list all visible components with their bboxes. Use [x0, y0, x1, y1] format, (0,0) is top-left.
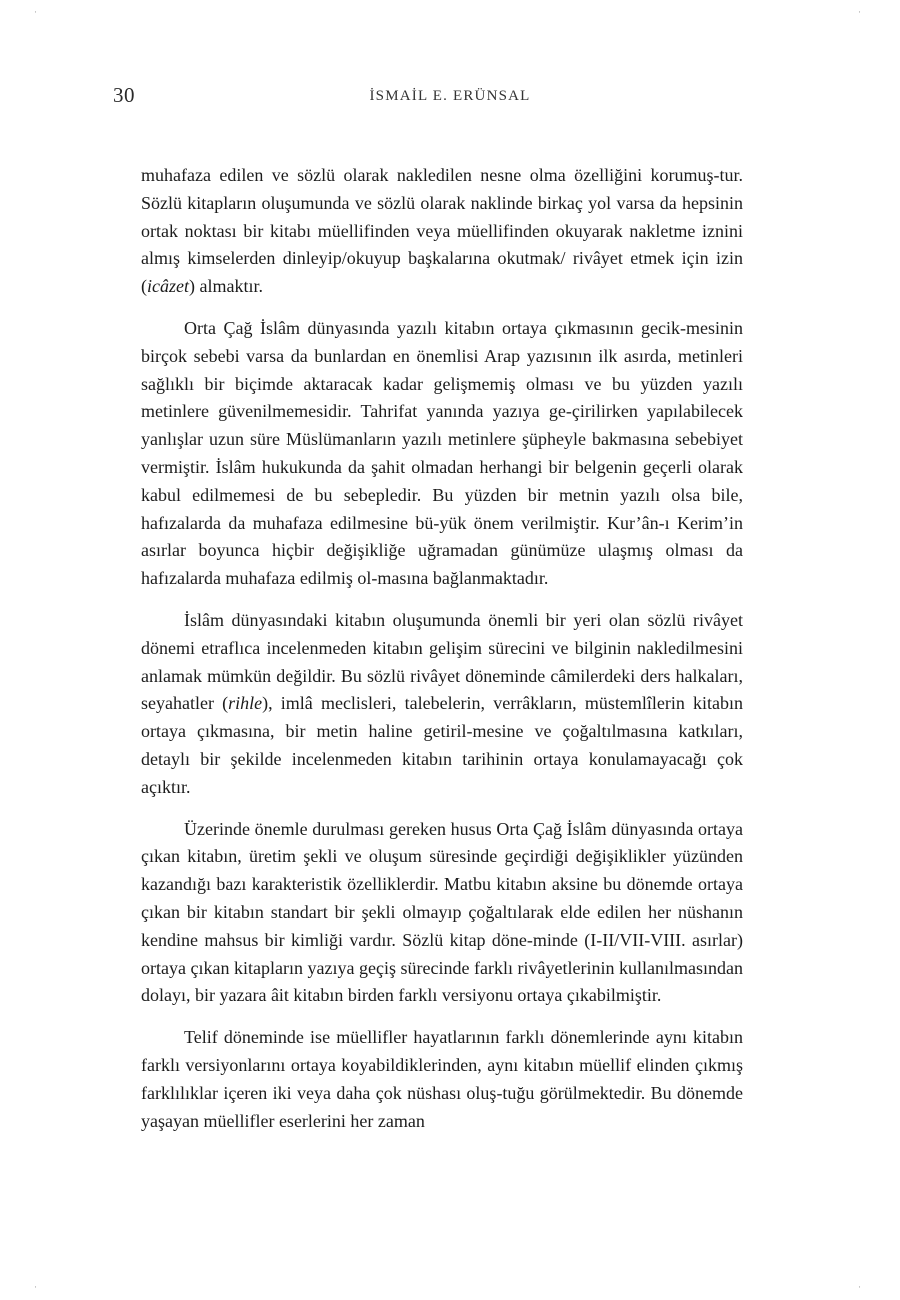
text-segment: Orta Çağ İslâm dünyasında yazılı kitabın ortaya çıkmasının gecik-mesinin birçok sebebi varsa da bunlardan en önemlisi Arap yazısının ilk asırda, metinleri sağlıklı bir biçimde aktaracak kadar gelişmemiş olması ve bu yüzden yazılı metinlere güvenilmemesidir. Tahrifat yanında yazıya ge-çirilirken yapılabilecek yanlışlar uzun süre Müslümanların yazılı metinlere şüpheyle bakmasına sebebiyet vermiştir. İslâm hukukunda da şahit olmadan herhangi bir belgenin geçerli olarak kabul edilmemesi de bu sebepledir. Bu yüzden bir metnin yazılı olsa bile, hafızalarda da muhafaza edilmesine bü-yük önem verilmiştir. Kur’ân-ı Kerim’in asırlar boyunca hiçbir değişikliğe uğramadan günümüze ulaşmış olması da hafızalarda muhafaza edilmiş ol-masına bağlanmaktadır.: [141, 317, 743, 589]
crop-mark-top-right: ·: [858, 7, 861, 17]
paragraph-3: [141, 607, 743, 802]
paragraph-4: [141, 816, 743, 1011]
text-segment: muhafaza edilen ve sözlü olarak nakledilen nesne olma özelliğini korumuş-tur. Sözlü kitapların oluşumunda ve sözlü olarak naklinde birkaç yol varsa da hepsinin ortak noktası bir kitabı müellifinden veya müellifinden okuyarak nakletme iznini almış kimselerden dinleyip/okuyup başkalarına okutmak/ rivâyet etmek için izin (: [141, 165, 743, 297]
text-segment: İslâm dünyasındaki kitabın oluşumunda önemli bir yeri olan sözlü rivâyet dönemi etraflıca incelenmeden kitabın gelişim sürecini ve bilginin nakledilmesini anlamak mümkün değildir. Bu sözlü rivâyet döneminde câmilerdeki ders halkaları, seyahatler (: [141, 609, 743, 714]
text-segment: ), imlâ meclisleri, talebelerin, verrâkların, müstemlîlerin kitabın ortaya çıkmasına, bir metin haline getiril-mesine ve çoğaltılmasına katkıları, detaylı bir şekilde incelenmeden kitabın tarihinin ortaya konulamayacağı çok açıktır.: [141, 693, 743, 797]
paragraph-5: [141, 1024, 743, 1135]
body-text: [141, 162, 743, 1149]
crop-mark-bottom-left: ·: [34, 1282, 37, 1292]
italic-term-rihle: rihle: [228, 693, 263, 714]
page-number: 30: [113, 83, 135, 107]
text-segment: Üzerinde önemle durulması gereken husus Orta Çağ İslâm dünyasında ortaya çıkan kitabın, üretim şekli ve oluşum süresinde geçirdiği değişiklikler yüzünden kazandığı bazı karakteristik özelliklerdir. Matbu kitabın aksine bu dönemde ortaya çıkan bir kitabın standart bir şekli olmayıp çoğaltılarak elde edilen her nüshanın kendine mahsus bir kimliği vardır. Sözlü kitap döne-minde (I-II/VII-VIII. asırlar) ortaya çıkan kitapların yazıya geçiş sürecinde farklı rivâyetlerinin kullanılmasından dolayı, bir yazara âit kitabın birden farklı versiyonu ortaya çıkabilmiştir.: [141, 818, 743, 1006]
crop-mark-bottom-right: ·: [858, 1282, 861, 1292]
paragraph-1: [141, 162, 743, 301]
running-head: İSMAİL E. ERÜNSAL: [369, 88, 531, 104]
text-segment: Telif döneminde ise müellifler hayatlarının farklı dönemlerinde aynı kitabın farklı versiyonlarını ortaya koyabildiklerinden, aynı kitabın müellif elinden çıkmış farklılıklar içeren iki veya daha çok nüshası oluş-tuğu görülmektedir. Bu dönemde yaşayan müellifler eserlerini her zaman: [141, 1027, 743, 1131]
paragraph-2: [141, 315, 743, 593]
text-segment: ) almaktır.: [189, 276, 263, 297]
italic-term-icazet: icâzet: [147, 276, 189, 297]
crop-mark-top-left: ·: [34, 7, 37, 17]
